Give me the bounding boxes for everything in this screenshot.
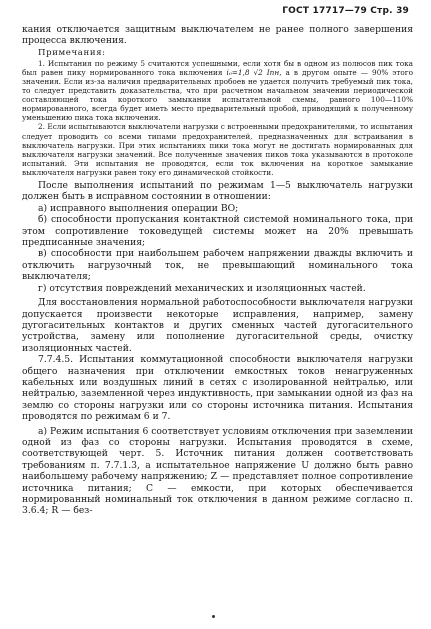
page-header: ГОСТ 17717—79 Стр. 39 bbox=[282, 6, 409, 16]
intro-paragraph: кания отключается защитным выключателем не ранее полного завершения процесса включения. bbox=[22, 24, 413, 47]
paragraph-mode-6: а) Режим испытания 6 соответствует условиям отключения при заземлении одной из фаз со стороны нагрузки. Испытания проводятся в схеме, соответствующей черт. 5. Источник питания должен соответствовать требованиям п. 7.7.1.3, а испытательное напряжение U должно быть равно наибольшему рабочему напряжению; Z — представляет полное сопротивление источника питания; C — емкости, при которых обеспечивается нормированный номинальный ток отключения в данном режиме согласно п. 3.6.4; R — без- bbox=[22, 425, 413, 517]
note-1-formula: i₀=1,8 √2 Iпн bbox=[226, 67, 280, 77]
list-item-b: б) способности пропускания контактной системой номинального тока, при этом сопротивление токоведущей системы может на 20% превышать предписанные значения; bbox=[22, 214, 413, 249]
document-body bbox=[22, 24, 413, 517]
note-1 bbox=[22, 59, 413, 123]
paragraph-restoration: Для восстановления нормальной работоспособности выключателя нагрузки допускается произвести некоторые исправления, например, замену дугогасительных контактов и других сменных частей дугогасительного устройства, замену или пополнение дугогасительной среды, очистку изоляционных частей. bbox=[22, 297, 413, 354]
note-1-part-b: , а в другом опыте — 90% этого значения. Если из-за наличия предварительных пробоев не удается получить требуемый пик тока, то следует представить доказательства, что при расчетном начальном значении периодической составляющей тока короткого замыкания испытательной схемы, равного 100—110% нормированного, всегда будет иметь место предварительный пробой, приводящий к полученному уменьшению пика тока включения. bbox=[22, 67, 414, 123]
note-1-part-a: 1. Испытания по режиму 5 считаются успешными, если хотя бы в одном из полюсов пик тока был равен пику нормированного тока включения bbox=[22, 58, 413, 77]
list-item-a: а) исправного выполнения операции ВО; bbox=[38, 202, 239, 214]
paragraph-after-tests: После выполнения испытаний по режимам 1—5 выключатель нагрузки должен быть в исправном состоянии в отношении: bbox=[22, 180, 413, 203]
page-mark bbox=[212, 615, 215, 618]
list-item-g: г) отсутствия повреждений механических и изоляционных частей. bbox=[38, 282, 366, 294]
paragraph-7-7-4-5: 7.7.4.5. Испытания коммутационной способности выключателя нагрузки общего назначения при отключении емкостных токов ненагруженных кабельных или воздушных линий в сетях с изолированной нейтралью, или нейтралью, заземленной через индуктивность, при замыкании одной из фаз на землю со стороны нагрузки или со стороны источника питания. Испытания проводятся по режимам 6 и 7. bbox=[22, 354, 413, 423]
list-item-v: в) способности при наибольшем рабочем напряжении дважды включить и отключить нагрузочный ток, не превышающий номинального тока выключателя; bbox=[22, 248, 413, 283]
note-2: 2. Если испытываются выключатели нагрузки с встроенными предохранителями, то испытания следует проводить со всеми типами предохранителей, предназначенных для встраивания в выключатель нагрузки. При этих испытаниях пики тока могут не достигать нормированных для выключателя нагрузки значений. Все полученные значения пиков тока указываются в протоколе испытаний. Эти испытания не проводятся, если ток включения на короткое замыкание выключателя нагрузки равен току его динамической стойкости. bbox=[22, 122, 413, 177]
notes-title: Примечания: bbox=[38, 47, 106, 58]
